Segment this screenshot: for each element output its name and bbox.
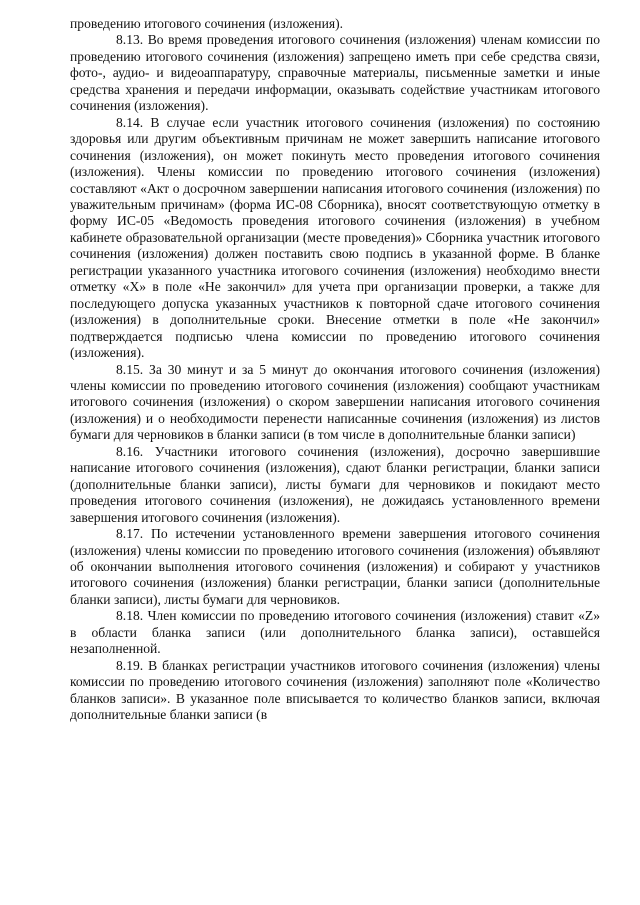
paragraph-8-19: 8.19. В бланках регистрации участников итогового сочинения (изложения) члены комиссии по проведению итогового сочинения (изложения) заполняют поле «Количество бланков записи». В указанное поле вписывается то количество бланков записи, включая дополнительные бланки записи (в	[70, 657, 600, 723]
paragraph-8-18: 8.18. Член комиссии по проведению итогового сочинения (изложения) ставит «Z» в области бланка записи (или дополнительного бланка записи), оставшейся незаполненной.	[70, 608, 600, 657]
paragraph-8-14: 8.14. В случае если участник итогового сочинения (изложения) по состоянию здоровья или другим объективным причинам не может завершить написание итогового сочинения (изложения), он может покинуть место проведения итогового сочинения (изложения). Члены комиссии по проведению итогового сочинения (изложения) составляют «Акт о досрочном завершении написания итогового сочинения (изложения) по уважительным причинам» (форма ИС-08 Сборника), вносят соответствующую отметку в форму ИС-05 «Ведомость проведения итогового сочинения (изложения) в учебном кабинете образовательной организации (месте проведения)» Сборника участник итогового сочинения (изложения) должен поставить свою подпись в указанной форме. В бланке регистрации указанного участника итогового сочинения (изложения) необходимо внести отметку «Х» в поле «Не закончил» для учета при организации проверки, а также для последующего допуска указанных участников к повторной сдаче итогового сочинения (изложения) в дополнительные сроки. Внесение отметки в поле «Не закончил» подтверждается подписью члена комиссии по проведению итогового сочинения (изложения).	[70, 114, 600, 361]
paragraph-continuation: проведению итогового сочинения (изложения).	[70, 16, 344, 31]
paragraph-8-17: 8.17. По истечении установленного времени завершения итогового сочинения (изложения) члены комиссии по проведению итогового сочинения (изложения) объявляют об окончании выполнения итогового сочинения (изложения) и собирают у участников итогового сочинения (изложения) бланки регистрации, бланки записи (дополнительные бланки записи), листы бумаги для черновиков.	[70, 526, 600, 607]
paragraph-8-13: 8.13. Во время проведения итогового сочинения (изложения) членам комиссии по проведению итогового сочинения (изложения) запрещено иметь при себе средства связи, фото-, аудио- и видеоаппаратуру, справочные материалы, письменные заметки и иные средства хранения и передачи информации, оказывать содействие участникам итогового сочинения (изложения).	[70, 32, 600, 114]
paragraph-8-15: 8.15. За 30 минут и за 5 минут до окончания итогового сочинения (изложения) члены комиссии по проведению итогового сочинения (изложения) сообщают участникам итогового сочинения (изложения) о скором завершении написания итогового сочинения (изложения) и о необходимости перенести написанные сочинения (изложения) из листов бумаги для черновиков в бланки записи (в том числе в дополнительные бланки записи)	[70, 361, 600, 443]
paragraph-8-16: 8.16. Участники итогового сочинения (изложения), досрочно завершившие написание итогового сочинения (изложения), сдают бланки регистрации, бланки записи (дополнительные бланки записи), листы бумаги для черновиков и покидают место проведения итогового сочинения (изложения), не дожидаясь установленного времени завершения итогового сочинения (изложения).	[70, 443, 600, 525]
